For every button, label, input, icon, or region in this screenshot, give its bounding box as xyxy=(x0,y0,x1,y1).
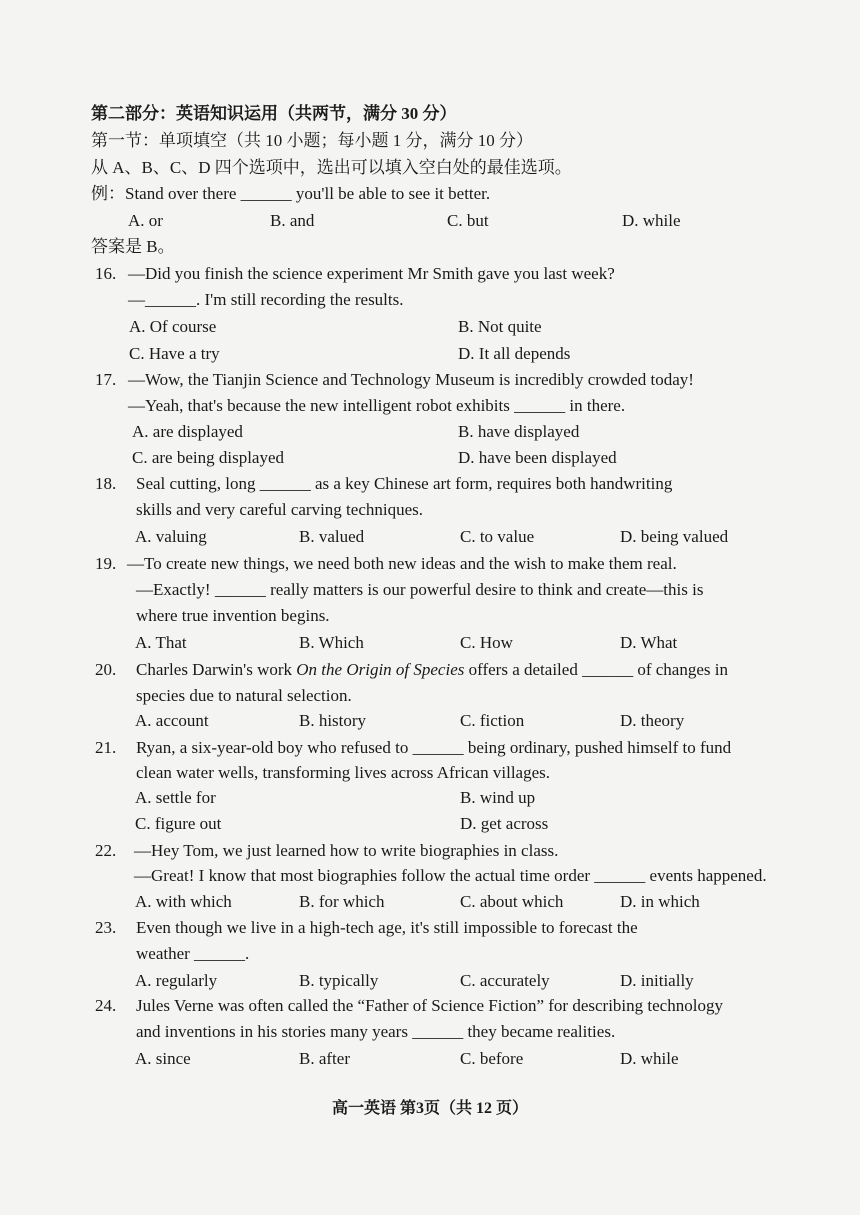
answer-option-d: D. get across xyxy=(460,814,549,833)
answer-option-d: D. have been displayed xyxy=(458,448,617,467)
question-text-line: —Wow, the Tianjin Science and Technology Museum is incredibly crowded today! xyxy=(128,370,694,389)
question-text-line: clean water wells, transforming lives across African villages. xyxy=(136,763,551,782)
question-text-line: weather ______. xyxy=(136,944,250,963)
question-text-line: —______. I'm still recording the results. xyxy=(128,290,404,309)
question-text-line: skills and very careful carving techniques. xyxy=(136,500,424,519)
question-text-line: Even though we live in a high-tech age, it's still impossible to forecast the xyxy=(136,918,638,937)
question-text-line: —To create new things, we need both new ideas and the wish to make them real. xyxy=(127,554,677,573)
answer-option-a: A. settle for xyxy=(135,788,216,807)
example-answer: 答案是 B。 xyxy=(91,237,175,256)
instruction-text: 从 A、B、C、D 四个选项中，选出可以填入空白处的最佳选项。 xyxy=(91,158,572,177)
answer-option-a: A. account xyxy=(135,711,209,730)
answer-option-c: C. fiction xyxy=(460,711,525,730)
answer-option-c: C. How xyxy=(460,633,513,652)
book-title: On the Origin of Species xyxy=(296,660,465,679)
answer-option-b: B. after xyxy=(299,1049,350,1068)
question-text-line: —Great! I know that most biographies follow the actual time order ______ events happened. xyxy=(134,866,767,885)
question-text-line: Jules Verne was often called the “Father of Science Fiction” for describing technology xyxy=(136,996,723,1015)
question-text-line: —Hey Tom, we just learned how to write biographies in class. xyxy=(134,841,559,860)
answer-option-b: B. Not quite xyxy=(458,317,542,336)
example-option-a: A. or xyxy=(128,211,163,230)
answer-option-b: B. for which xyxy=(299,892,385,911)
question-number: 20. xyxy=(95,660,117,679)
question-text-line: —Yeah, that's because the new intelligent robot exhibits ______ in there. xyxy=(128,396,626,415)
answer-option-d: D. theory xyxy=(620,711,685,730)
answer-option-a: A. are displayed xyxy=(132,422,243,441)
question-text-line: where true invention begins. xyxy=(136,606,330,625)
example-option-d: D. while xyxy=(622,211,681,230)
answer-option-c: C. Have a try xyxy=(129,344,220,363)
answer-option-a: A. Of course xyxy=(129,317,217,336)
answer-option-c: C. to value xyxy=(460,527,535,546)
answer-option-d: D. being valued xyxy=(620,527,729,546)
question-number: 21. xyxy=(95,738,117,757)
question-number: 19. xyxy=(95,554,117,573)
question-number: 17. xyxy=(95,370,117,389)
page-footer: 高一英语 第3页（共 12 页） xyxy=(331,1100,528,1117)
answer-option-d: D. while xyxy=(620,1049,679,1068)
question-text-line: —Exactly! ______ really matters is our powerful desire to think and create—this is xyxy=(136,580,704,599)
answer-option-d: D. in which xyxy=(620,892,700,911)
answer-option-b: B. Which xyxy=(299,633,364,652)
answer-option-c: C. accurately xyxy=(460,971,550,990)
answer-option-b: B. valued xyxy=(299,527,365,546)
question-text-line: Ryan, a six-year-old boy who refused to ______ being ordinary, pushed himself to fund xyxy=(136,738,732,757)
question-text-line: species due to natural selection. xyxy=(136,686,352,705)
example-option-b: B. and xyxy=(270,211,315,230)
question-number: 16. xyxy=(95,264,117,283)
answer-option-d: D. It all depends xyxy=(458,344,571,363)
question-number: 18. xyxy=(95,474,117,493)
example-question: 例：Stand over there ______ you'll be able to see it better. xyxy=(91,184,491,203)
answer-option-c: C. are being displayed xyxy=(132,448,285,467)
answer-option-c: C. before xyxy=(460,1049,524,1068)
question-text-line: Seal cutting, long ______ as a key Chinese art form, requires both handwriting xyxy=(136,474,673,493)
question-text-line: —Did you finish the science experiment Mr Smith gave you last week? xyxy=(128,264,615,283)
answer-option-a: A. with which xyxy=(135,892,232,911)
answer-option-c: C. figure out xyxy=(135,814,222,833)
section-heading: 第一节：单项填空（共 10 小题；每小题 1 分，满分 10 分） xyxy=(91,131,533,150)
question-text-line: and inventions in his stories many years ______ they became realities. xyxy=(136,1022,616,1041)
question-number: 23. xyxy=(95,918,117,937)
answer-option-b: B. typically xyxy=(299,971,379,990)
answer-option-b: B. history xyxy=(299,711,367,730)
example-option-c: C. but xyxy=(447,211,489,230)
answer-option-a: A. regularly xyxy=(135,971,218,990)
answer-option-d: D. initially xyxy=(620,971,694,990)
answer-option-a: A. valuing xyxy=(135,527,207,546)
answer-option-b: B. wind up xyxy=(460,788,536,807)
answer-option-a: A. That xyxy=(135,633,187,652)
answer-option-c: C. about which xyxy=(460,892,564,911)
answer-option-b: B. have displayed xyxy=(458,422,580,441)
part-heading: 第二部分：英语知识运用（共两节，满分 30 分） xyxy=(91,104,457,123)
answer-option-a: A. since xyxy=(135,1049,191,1068)
answer-option-d: D. What xyxy=(620,633,678,652)
question-text-line: Charles Darwin's work On the Origin of Species offers a detailed ______ of changes in xyxy=(136,660,728,679)
question-number: 22. xyxy=(95,841,117,860)
question-number: 24. xyxy=(95,996,117,1015)
